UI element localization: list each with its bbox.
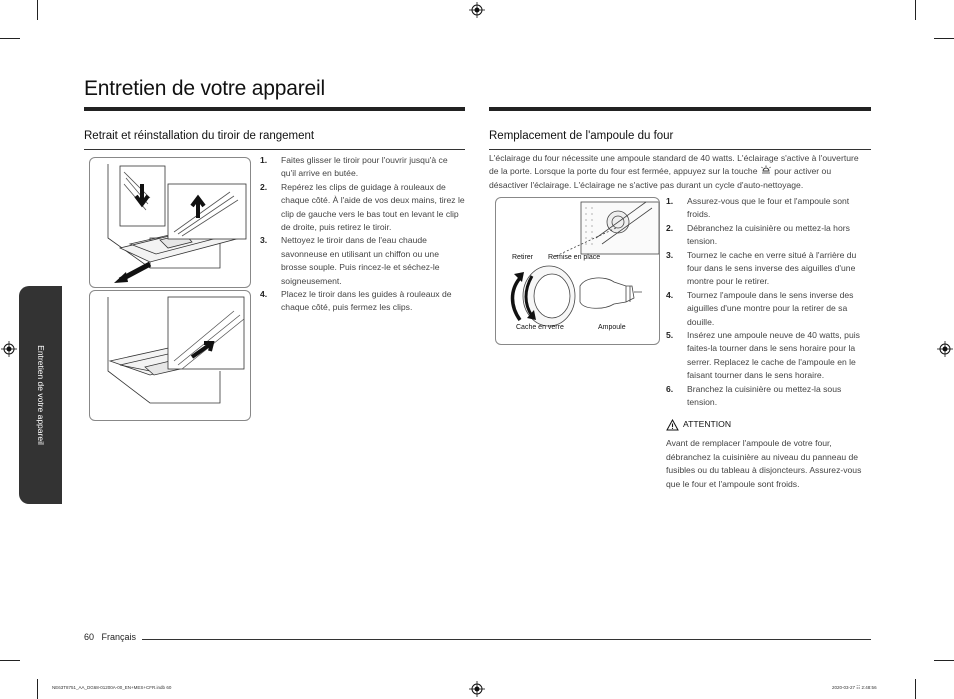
side-tab	[19, 286, 62, 504]
drawer-steps-list	[260, 154, 465, 315]
crop-mark	[0, 660, 20, 661]
left-section-heading: Retrait et réinstallation du tiroir de rangement	[84, 130, 315, 142]
side-tab-label: Entretien de votre appareil	[35, 345, 46, 445]
left-heading-rule	[84, 149, 465, 150]
list-item: 1. Faites glisser le tiroir pour l'ouvrir jusqu'à ce qu'il arrive en butée.	[260, 155, 448, 179]
print-file-meta: NE63T8751_AA_DG68-01200A-00_EN+MES+CFR.indb 60	[52, 685, 172, 690]
caution-box	[666, 418, 872, 491]
list-item: 1. Assurez-vous que le four et l'ampoule sont froids.	[666, 196, 850, 220]
list-item: 4. Placez le tiroir dans les guides à rouleaux de chaque côté, puis fermez les clips.	[260, 289, 452, 313]
crop-mark	[934, 660, 954, 661]
print-date-meta: 2020-03-27 ☷ 2:48:56	[832, 685, 877, 690]
warning-triangle-icon	[666, 419, 679, 431]
registration-mark-icon	[469, 2, 485, 18]
right-section-bar	[489, 107, 871, 111]
page-number: 60	[84, 632, 95, 642]
list-item: 2. Repérez les clips de guidage à rouleaux de chaque côté. À l'aide de vos deux mains, tirez le clip de gauche vers le bas tout en levant le clip de droite, puis retirez le tiroir.	[260, 181, 465, 233]
caution-title: ATTENTION	[683, 419, 732, 429]
footer-rule	[84, 639, 871, 640]
registration-mark-icon	[469, 681, 485, 697]
drawer-installation-figure	[89, 290, 251, 421]
right-heading-rule	[489, 149, 871, 150]
registration-mark-icon	[937, 341, 953, 357]
list-item: 4. Tournez l'ampoule dans le sens inverse des aiguilles d'une montre pour la retirer de sa douille.	[666, 289, 854, 327]
crop-mark	[37, 0, 38, 20]
bulb-steps-list	[666, 195, 872, 410]
figure-label-replace: Remise en place	[548, 254, 601, 261]
footer-page-info	[84, 632, 142, 642]
bulb-replacement-figure	[495, 197, 660, 345]
figure-label-glass-cover: Cache en verre	[516, 324, 564, 331]
crop-mark	[0, 38, 20, 39]
crop-mark	[37, 679, 38, 699]
list-item: 6. Branchez la cuisinière ou mettez-la sous tension.	[666, 383, 842, 408]
footer-language: Français	[101, 632, 137, 642]
figure-label-bulb: Ampoule	[598, 324, 626, 331]
crop-mark	[915, 0, 916, 20]
figure-label-remove: Retirer	[512, 254, 534, 261]
caution-text: Avant de remplacer l'ampoule de votre four, débranchez la cuisinière au niveau du panneau de fusibles ou du tableau à disjoncteurs. Assurez-vous que le four et l'ampoule sont froids.	[666, 438, 862, 489]
list-item: 3. Tournez le cache en verre situé à l'arrière du four dans le sens inverse des aiguilles d'une montre pour le retirer.	[666, 249, 857, 287]
oven-light-intro: L'éclairage du four nécessite une ampoule standard de 40 watts. L'éclairage s'active à l'ouverture de la porte. Lorsque la porte du four est fermée, appuyez sur la touche pour activer ou désactiver l'éclairage. L'éclairage ne s'active pas durant un cycle d'auto-nettoyage.	[489, 153, 859, 190]
registration-mark-icon	[1, 341, 17, 357]
right-section-heading: Remplacement de l'ampoule du four	[489, 130, 674, 142]
oven-light-icon	[760, 165, 772, 175]
drawer-removal-figure	[89, 157, 251, 288]
left-section-bar	[84, 107, 465, 111]
page-title: Entretien de votre appareil	[84, 77, 325, 100]
list-item: 3. Nettoyez le tiroir dans de l'eau chaude savonneuse en utilisant un chiffon ou une brosse souple. Puis rincez-le et séchez-le soigneusement.	[260, 235, 440, 286]
list-item: 2. Débranchez la cuisinière ou mettez-la hors tension.	[666, 222, 850, 247]
crop-mark	[915, 679, 916, 699]
list-item: 5. Insérez une ampoule neuve de 40 watts, puis faites-la tourner dans le sens horaire pour la serrer. Replacez le cache de l'ampoule en le faisant tourner dans le sens horaire.	[666, 330, 860, 381]
crop-mark	[934, 38, 954, 39]
